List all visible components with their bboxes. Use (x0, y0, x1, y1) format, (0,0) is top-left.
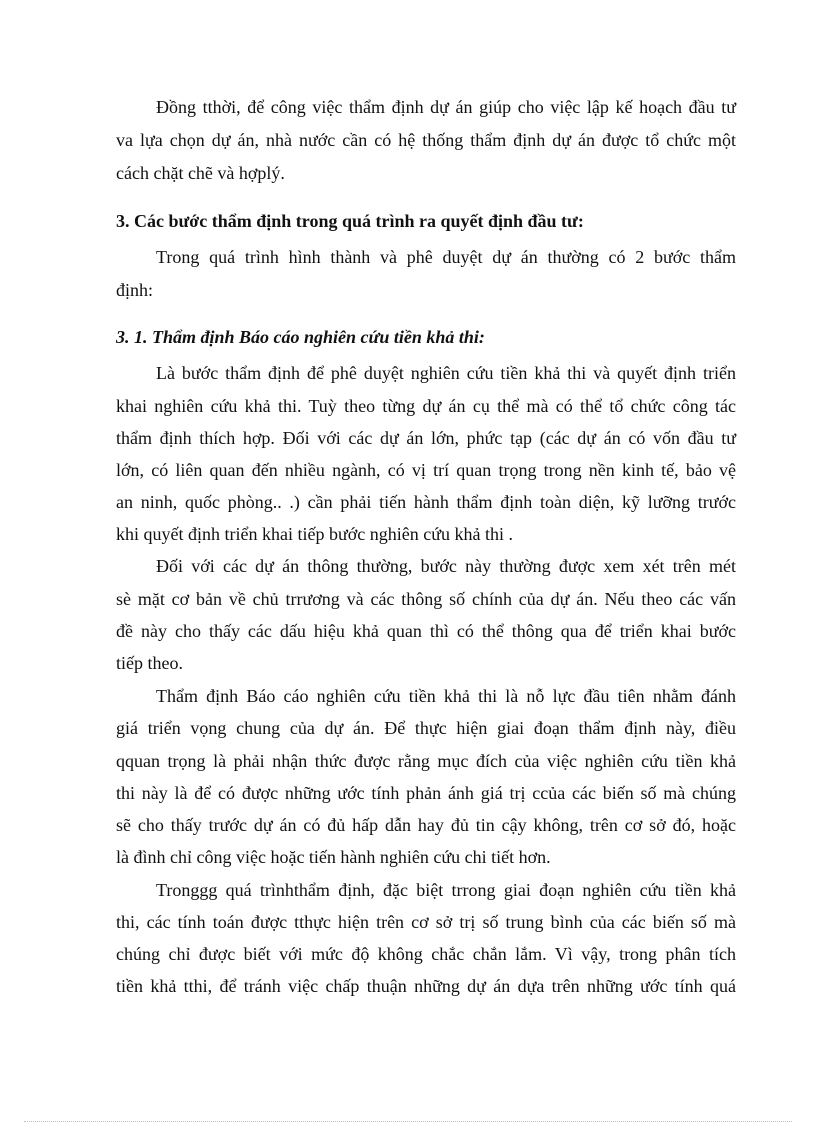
paragraph-3-line-6: khi quyết định triển khai tiếp bước nghiên cứu khả thi . (116, 524, 513, 544)
paragraph-6-line-4: tiền khả tthi, để tránh việc chấp thuận những dự án dựa trên những ước tính quá (116, 976, 736, 996)
paragraph-2-line-2: định: (116, 280, 154, 300)
paragraph-5-line-2: giá triển vọng chung của dự án. Để thực hiện giai đoạn thẩm định này, điều (116, 718, 736, 738)
paragraph-3-line-1: Là bước thẩm định để phê duyệt nghiên cứu tiền khả thi và quyết định triển (156, 363, 736, 383)
page-bottom-divider (24, 1121, 792, 1122)
paragraph-6-line-3: chúng chỉ được biết với mức độ không chắc chắn lắm. Vì vậy, trong phân tích (116, 944, 736, 964)
paragraph-2-line-1: Trong quá trình hình thành và phê duyệt dự án thường có 2 bước thẩm (156, 247, 736, 267)
paragraph-1-line-2: va lựa chọn dự án, nhà nước cần có hệ thống thẩm định dự án được tổ chức một (116, 130, 736, 150)
paragraph-3-line-4: lớn, có liên quan đến nhiều ngành, có vị trí quan trọng trong nền kinh tế, bảo vệ (116, 460, 736, 480)
paragraph-5-line-3: qquan trọng là phải nhận thức được rằng mục đích của việc nghiên cứu tiền khả (116, 751, 736, 771)
paragraph-1-line-3: cách chặt chẽ và hợplý. (116, 163, 285, 183)
paragraph-5-line-5: sẽ cho thấy trước dự án có đủ hấp dẫn hay đủ tin cậy không, trên cơ sở đó, hoặc (116, 815, 736, 835)
section-heading-3: 3. Các bước thẩm định trong quá trình ra quyết định đầu tư: (116, 211, 584, 231)
paragraph-6-line-2: thi, các tính toán được tthực hiện trên cơ sở trị số trung bình của các biến số mà (116, 912, 736, 932)
paragraph-1-line-1: Đồng tthời, để công việc thẩm định dự án giúp cho việc lập kế hoạch đầu tư (156, 97, 736, 117)
paragraph-4-line-3: đề này cho thấy các dấu hiệu khả quan thì có thể thông qua để triển khai bước (116, 621, 736, 641)
paragraph-3-line-2: khai nghiên cứu khả thi. Tuỳ theo từng dự án cụ thể mà có thể tổ chức công tác (116, 396, 736, 416)
paragraph-4-line-1: Đối với các dự án thông thường, bước này thường được xem xét trên mét (156, 556, 736, 576)
paragraph-3-line-3: thẩm định thích hợp. Đối với các dự án lớn, phức tạp (các dự án có vốn đầu tư (116, 428, 736, 448)
paragraph-3-line-5: an ninh, quốc phòng.. .) cần phải tiến hành thẩm định toàn diện, kỹ lưỡng trước (116, 492, 736, 512)
paragraph-5-line-6: là đình chỉ công việc hoặc tiến hành nghiên cứu chi tiết hơn. (116, 847, 551, 867)
paragraph-4-line-2: sè mặt cơ bản về chủ trrương và các thông số chính của dự án. Nếu theo các vấn (116, 589, 736, 609)
paragraph-6-line-1: Tronggg quá trìnhthẩm định, đặc biệt trrong giai đoạn nghiên cứu tiền khả (156, 880, 736, 900)
section-heading-3-1: 3. 1. Thẩm định Báo cáo nghiên cứu tiền khả thi: (116, 327, 485, 347)
paragraph-4-line-4: tiếp theo. (116, 653, 183, 673)
paragraph-5-line-1: Thẩm định Báo cáo nghiên cứu tiền khả thi là nỗ lực đầu tiên nhằm đánh (156, 686, 736, 706)
paragraph-5-line-4: thi này là để có được những ước tính phản ánh giá trị ccủa các biến số mà chúng (116, 783, 736, 803)
